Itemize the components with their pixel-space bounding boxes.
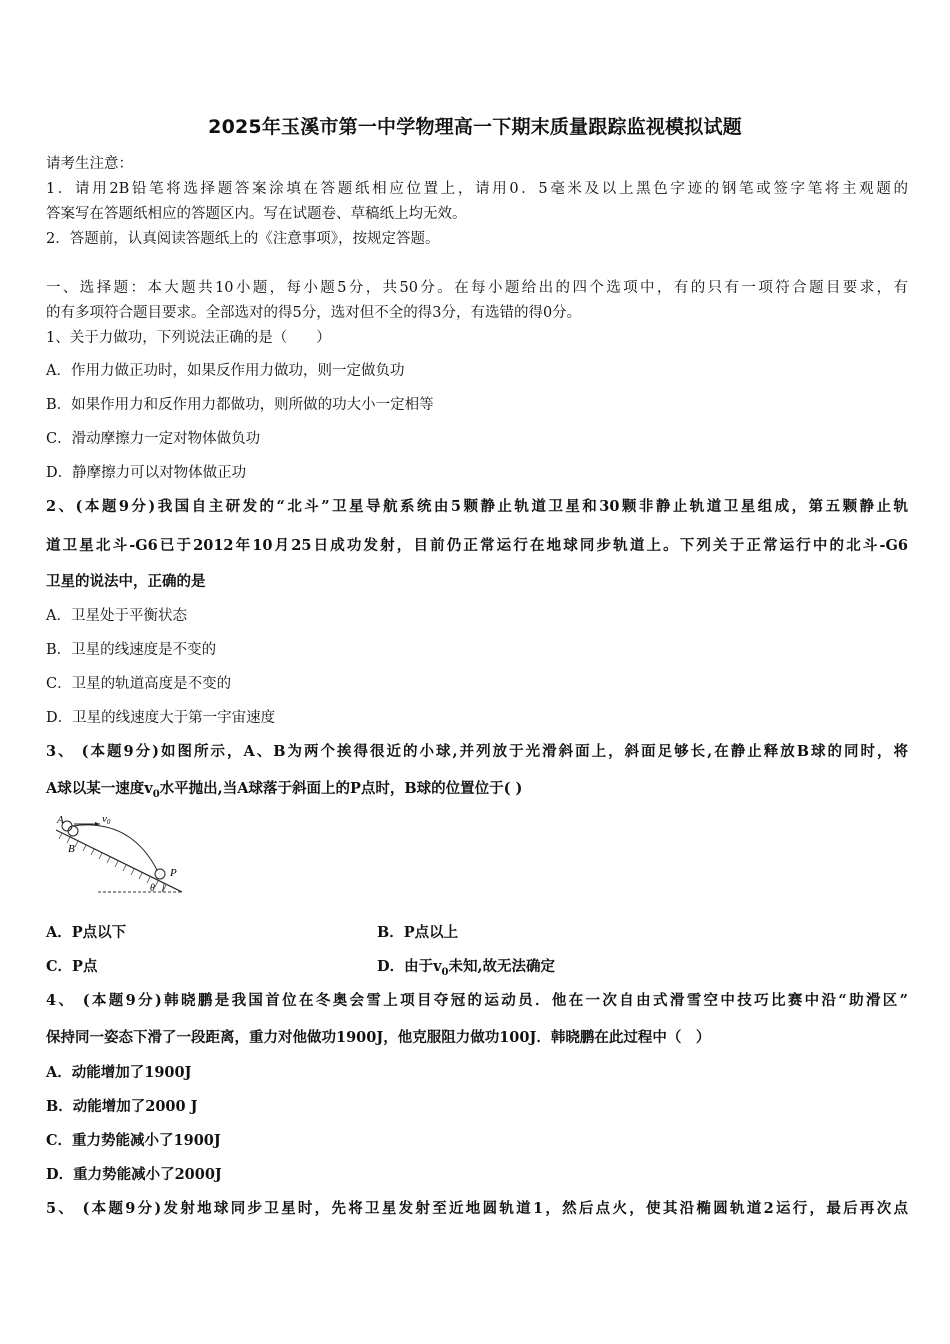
q4-option-c: C．重力势能减小了1900J	[46, 1132, 221, 1149]
q2-option-d: D．卫星的线速度大于第一宇宙速度	[46, 710, 276, 726]
q2-stem-3: 卫星的说法中，正确的是	[46, 573, 206, 590]
label-p: P	[170, 867, 177, 879]
incline-diagram	[50, 812, 190, 898]
q1-stem: 1、关于力做功，下列说法正确的是（ ）	[46, 330, 331, 346]
q2-option-c: C．卫星的轨道高度是不变的	[46, 676, 232, 692]
q2-stem-1: 2、(本题9分)我国自主研发的“北斗”卫星导航系统由5颗静止轨道卫星和30颗非静止轨道卫星组成，第五颗静止轨	[46, 498, 908, 515]
notice-line-1b: 答案写在答题纸相应的答题区内。写在试题卷、草稿纸上均无效。	[46, 206, 467, 222]
label-b: B	[68, 843, 75, 855]
q1-option-a: A．作用力做正功时，如果反作用力做功，则一定做负功	[46, 363, 405, 379]
notice-line-1a: 1．请用2B铅笔将选择题答案涂填在答题纸相应位置上，请用0．5毫米及以上黑色字迹的钢笔或签字笔将主观题的	[46, 181, 908, 197]
q2-stem-2: 道卫星北斗-G6已于2012年10月25日成功发射，目前仍正常运行在地球同步轨道上。下列关于正常运行中的北斗-G6	[46, 537, 908, 554]
section-intro-2: 的有多项符合题目要求。全部选对的得5分，选对但不全的得3分，有选错的得0分。	[46, 305, 582, 321]
q1-option-b: B．如果作用力和反作用力都做功，则所做的功大小一定相等	[46, 397, 434, 413]
notice-line-2: 2．答题前，认真阅读答题纸上的《注意事项》，按规定答题。	[46, 231, 440, 247]
q3-option-b: B．P点以上	[377, 924, 459, 941]
q4-option-a: A．动能增加了1900J	[46, 1064, 192, 1081]
angle-arc	[162, 883, 164, 892]
q3-option-c: C．P点	[46, 958, 98, 975]
q3-option-a: A．P点以下	[46, 924, 127, 941]
label-theta: θ	[150, 883, 155, 894]
page-title: 2025年玉溪市第一中学物理高一下期末质量跟踪监视模拟试题	[208, 116, 742, 138]
q1-option-d: D．静摩擦力可以对物体做正功	[46, 465, 247, 481]
q2-option-b: B．卫星的线速度是不变的	[46, 642, 217, 658]
q2-option-a: A．卫星处于平衡状态	[46, 608, 187, 624]
q4-option-d: D．重力势能减小了2000J	[46, 1166, 222, 1183]
q3-option-d: D．由于$v_0$未知,故无法确定	[377, 958, 556, 978]
incline-surface	[56, 830, 182, 892]
q5-stem-1: 5、 (本题9分)发射地球同步卫星时，先将卫星发射至近地圆轨道1，然后点火，使其沿椭圆轨道2运行，最后再次点	[46, 1200, 908, 1217]
label-v0: v0	[102, 813, 111, 826]
q3-stem-1: 3、 (本题9分)如图所示，A、B为两个挨得很近的小球,并列放于光滑斜面上，斜面足够长,在静止释放B球的同时，将	[46, 743, 908, 760]
section-intro-1: 一、选择题：本大题共10小题，每小题5分，共50分。在每小题给出的四个选项中，有的只有一项符合题目要求，有	[46, 280, 908, 296]
label-a: A	[57, 814, 64, 826]
q4-option-b: B．动能增加了2000 J	[46, 1098, 198, 1115]
q4-stem-2: 保持同一姿态下滑了一段距离，重力对他做功1900J，他克服阻力做功100J．韩晓鹏在此过程中（ ）	[46, 1029, 711, 1046]
q4-stem-1: 4、 (本题9分)韩晓鹏是我国首位在冬奥会雪上项目夺冠的运动员．他在一次自由式滑雪空中技巧比赛中沿“助滑区”	[46, 992, 908, 1009]
q1-option-c: C．滑动摩擦力一定对物体做负功	[46, 431, 261, 447]
q3-stem-2: A球以某一速度$v_0$水平抛出,当A球落于斜面上的P点时，B球的位置位于( )	[46, 780, 523, 800]
ball-p	[155, 869, 165, 879]
ball-b	[68, 826, 78, 836]
notice-heading: 请考生注意：	[46, 156, 133, 172]
